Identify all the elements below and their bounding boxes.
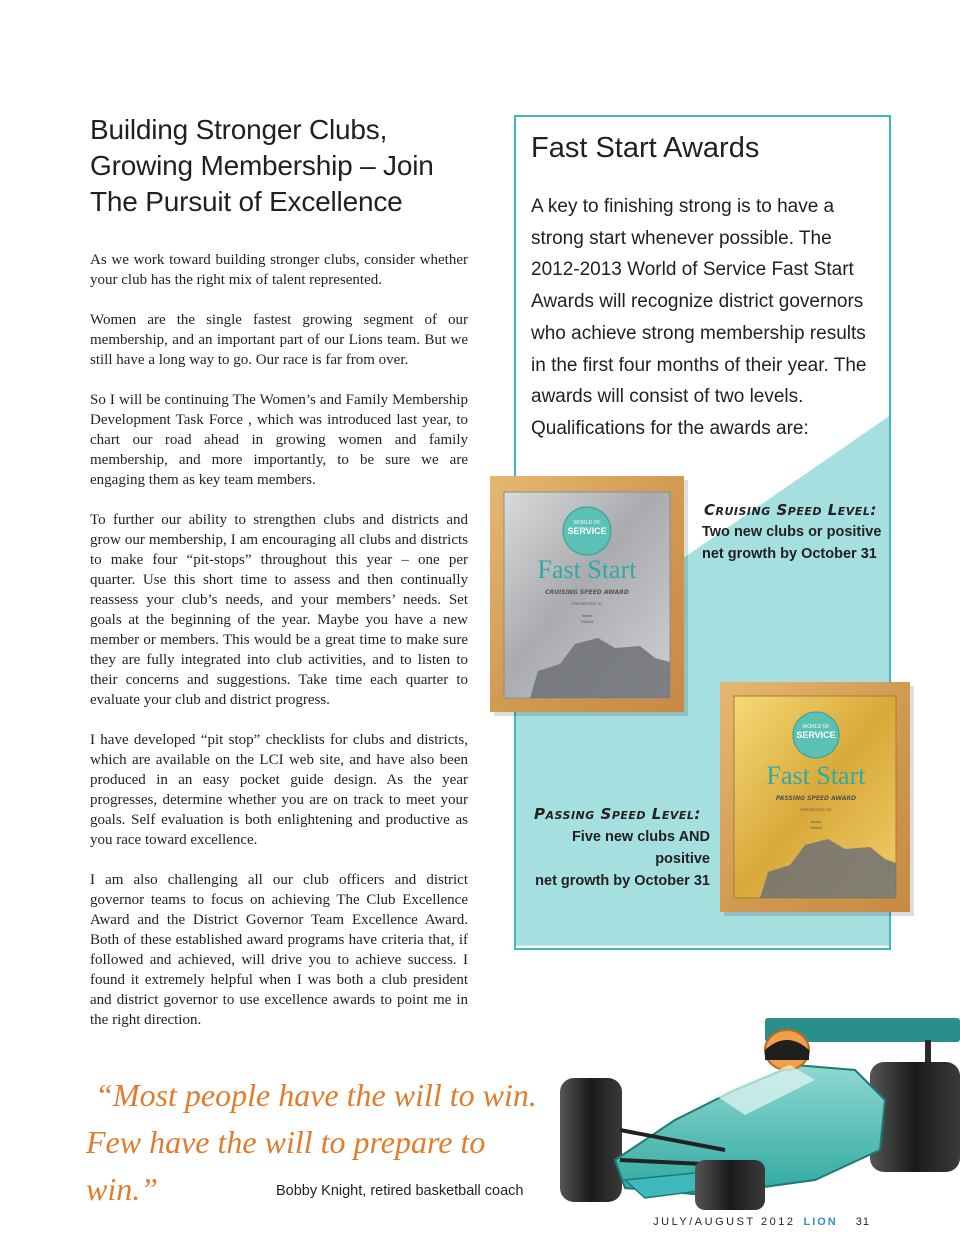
- passing-desc-line: net growth by October 31: [535, 873, 710, 889]
- sidebar-intro-text: A key to finishing strong is to have a strong start whenever possible. The 2012-2013 World of Service Fast Start Awards will recognize district governors who achieve strong membership results in the first four months of their year. The awards will consist of two levels. Qualifications for the awards are:: [531, 196, 867, 439]
- passing-desc-line: Five new clubs AND positive: [571, 829, 710, 867]
- plaque-badge-top: WORLD OF: [802, 724, 830, 730]
- plaque-title: Fast Start: [766, 761, 866, 790]
- article-paragraph: As we work toward building stronger clubs, consider whether your club has the right mix of talent represented.: [90, 252, 468, 288]
- plaque-presented: PRESENTED TO: [800, 807, 832, 812]
- plaque-name: Name: [810, 819, 822, 824]
- article-paragraph: Women are the single fastest growing segment of our membership, and an important part of our Lions team. But we still have a long way to go. Our race is far from over.: [90, 312, 468, 368]
- cruising-level-label: Cruising Speed Level:: [704, 501, 877, 519]
- passing-speed-plaque: [720, 682, 916, 918]
- plaque-badge-main: SERVICE: [567, 526, 607, 536]
- plaque-subtitle: PASSING SPEED AWARD: [775, 795, 857, 802]
- cruising-level-description: [702, 521, 882, 565]
- article-paragraph: So I will be continuing The Women’s and Family Membership Development Task Force , which was introduced last year, to chart our road ahead in growing women and family membership, and more importantly, to be sure we are engaging them as key team members.: [90, 392, 468, 488]
- race-car-illustration: [555, 1010, 960, 1215]
- page-footer: [653, 1216, 870, 1228]
- plaque-district: District: [580, 619, 594, 624]
- plaque-subtitle: CRUISING SPEED AWARD: [545, 589, 629, 596]
- plaque-district: District: [809, 825, 823, 830]
- quote-line: Few have the will to prepare to win.”: [86, 1124, 486, 1207]
- cruising-desc-line: Two new clubs or positive: [702, 524, 882, 540]
- plaque-name: Name: [581, 613, 593, 618]
- quote-line: “Most people have the will to win.: [95, 1077, 537, 1113]
- plaque-title: Fast Start: [537, 555, 637, 584]
- plaque-presented: PRESENTED TO: [571, 601, 603, 606]
- plaque-badge-main: SERVICE: [796, 730, 836, 740]
- magazine-brand: LION: [803, 1216, 838, 1228]
- cruising-desc-line: net growth by October 31: [702, 546, 877, 562]
- cruising-speed-plaque: [490, 476, 690, 718]
- passing-level-label: Passing Speed Level:: [534, 805, 701, 823]
- article-headline: Building Stronger Clubs, Growing Membership – Join The Pursuit of Excellence: [90, 114, 434, 217]
- article-paragraph: To further our ability to strengthen clubs and districts and grow our membership, I am encouraging all clubs and districts to make four “pit-stops” throughout this year – one per quarter. Use this short time to assess and then continually reassess your club’s needs, and your members’ needs. Set goals at the beginning of the year. Maybe you have a new member or members. This would be a great time to make sure they are fully integrated into club activities, and to listen to their concerns and suggestions. Take time each quarter to evaluate your club and district progress.: [90, 512, 468, 708]
- page-number: 31: [855, 1216, 870, 1228]
- passing-level-description: [520, 826, 710, 892]
- quote-attribution: Bobby Knight, retired basketball coach: [276, 1183, 524, 1199]
- sidebar-title: Fast Start Awards: [531, 132, 760, 164]
- issue-date: JULY/AUGUST 2012: [653, 1216, 796, 1228]
- article-paragraph: I am also challenging all our club officers and district governor teams to focus on achieving The Club Excellence Award and the District Governor Team Excellence Award. Both of these established award programs have criteria that, if followed and achieved, will drive you to achieve success. I found it extremely helpful when I was both a club president and district governor to use excellence awards to point me in the right direction.: [90, 872, 468, 1028]
- article-column: [90, 112, 468, 1050]
- plaque-badge-top: WORLD OF: [573, 520, 601, 526]
- article-paragraph: I have developed “pit stop” checklists for clubs and districts, which are available on the LCI web site, and have also been produced in an easy pocket guide design. As the year progresses, determine whether you are on track to meet your goals. Self evaluation is both enlightening and productive as you race toward excellence.: [90, 732, 468, 848]
- article-body: [90, 250, 468, 1030]
